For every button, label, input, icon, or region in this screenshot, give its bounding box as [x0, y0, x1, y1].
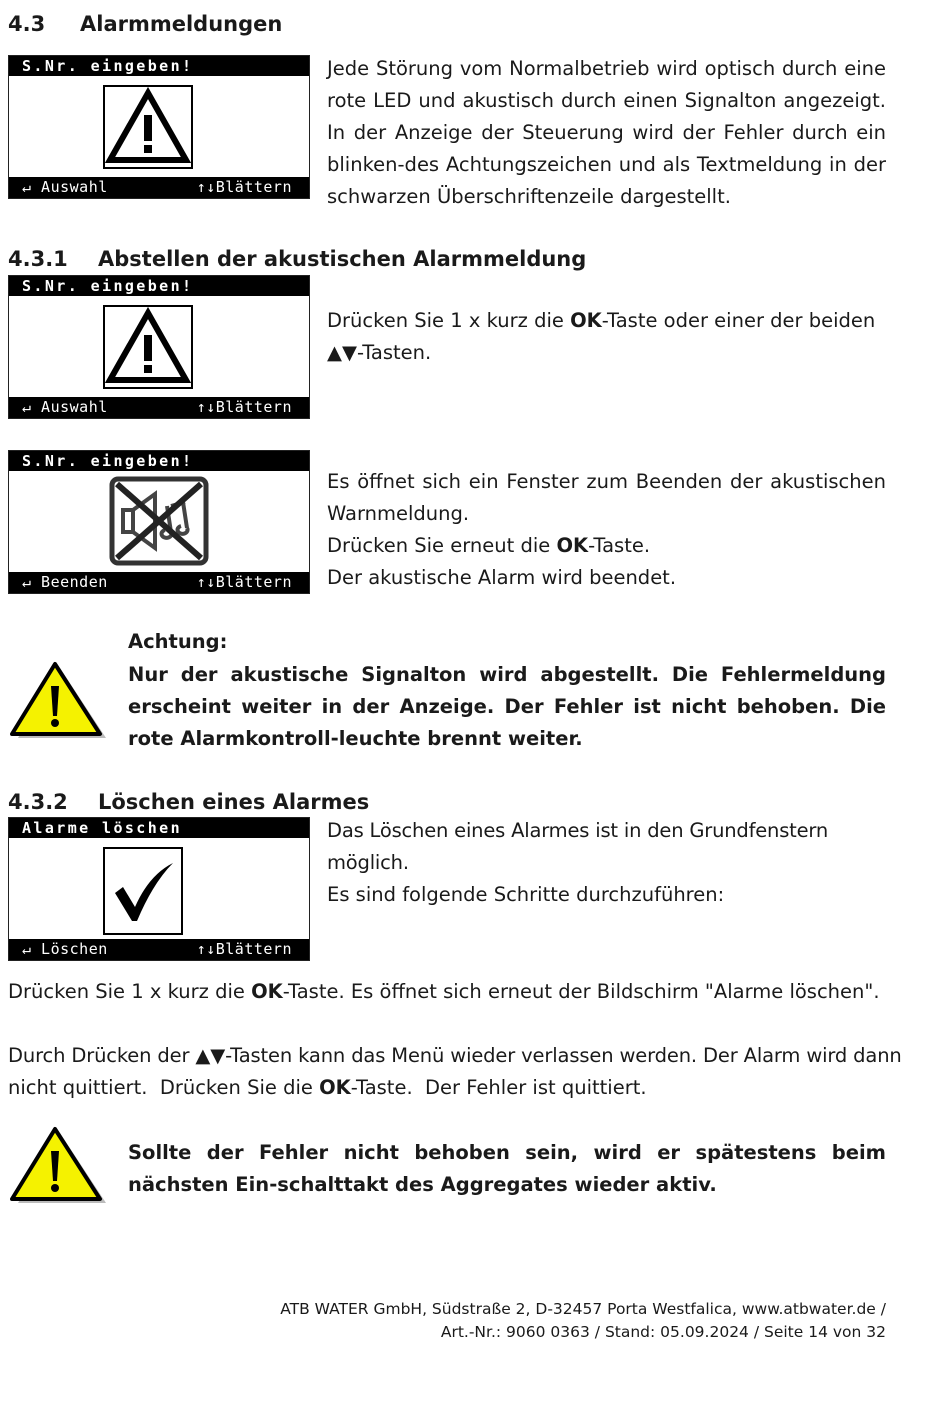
checkmark-icon — [103, 847, 183, 935]
text-line: Es sind folgende Schritte durchzuführen: — [327, 883, 725, 906]
text: -Taste. — [588, 534, 651, 557]
text: -Taste oder einer der beiden ▲▼-Tasten. — [327, 309, 876, 364]
lcd-display-alarm — [8, 55, 310, 199]
lcd-footer — [9, 177, 309, 198]
lcd-screen — [9, 76, 309, 177]
ok-key-label: OK — [556, 534, 589, 557]
lcd-title-bar: S.Nr. eingeben! — [9, 451, 309, 471]
text: nicht quittiert. Drücken Sie die — [8, 1076, 320, 1099]
footer-article-info: Art.-Nr.: 9060 0363 / Stand: 05.09.2024 / Seite 14 von 32 — [440, 1323, 886, 1341]
ok-key-label: OK — [570, 309, 602, 332]
heading-4-3-2 — [8, 790, 608, 818]
lcd-footer — [9, 939, 309, 960]
lcd-display-alarm-2 — [8, 275, 310, 419]
text-line: Das Löschen eines Alarmes ist in den Grundfenstern möglich. — [327, 819, 829, 874]
lcd-footer — [9, 397, 309, 418]
lcd-screen — [9, 296, 309, 397]
text: Drücken Sie 1 x kurz die — [8, 980, 252, 1003]
heading-title: Abstellen der akustischen Alarmmeldung — [98, 247, 587, 271]
ok-key-label: OK — [319, 1076, 351, 1099]
paragraph-end-acoustic — [327, 466, 886, 594]
speaker-muted-icon — [109, 476, 209, 566]
paragraph-press-ok — [327, 305, 892, 369]
page-footer — [250, 1298, 886, 1344]
lcd-footer-left: ↵ Auswahl — [22, 398, 108, 416]
lcd-footer-right: ↑↓Blättern — [196, 178, 292, 196]
footer-address: ATB WATER GmbH, Südstraße 2, D-32457 Porta Westfalica, www.atbwater.de / — [280, 1300, 886, 1318]
lcd-title-bar: S.Nr. eingeben! — [9, 56, 309, 76]
paragraph-leave-menu — [8, 1040, 902, 1104]
lcd-footer-right: ↑↓Blättern — [196, 573, 292, 591]
lcd-footer-left: ↵ Beenden — [22, 573, 108, 591]
lcd-screen — [9, 471, 309, 572]
heading-title: Alarmmeldungen — [80, 12, 283, 36]
warning-triangle-icon — [103, 305, 193, 389]
lcd-footer-right: ↑↓Blättern — [196, 940, 292, 958]
lcd-display-mute — [8, 450, 310, 594]
text: -Taste. Der Fehler ist quittiert. — [350, 1076, 647, 1099]
text: Drücken Sie erneut die — [327, 534, 557, 557]
text-line — [8, 1072, 893, 1104]
heading-4-3 — [8, 12, 608, 40]
lcd-footer-right: ↑↓Blättern — [196, 398, 292, 416]
heading-4-3-1 — [8, 247, 708, 275]
heading-number: 4.3 — [8, 12, 46, 36]
lcd-footer-left: ↵ Auswahl — [22, 178, 108, 196]
text-line: Durch Drücken der ▲▼-Tasten kann das Menü wieder verlassen werden. Der Alarm wird dann — [8, 1044, 902, 1067]
heading-number: 4.3.1 — [8, 247, 68, 271]
text-line: Es öffnet sich ein Fenster zum Beenden der akustischen Warnmeldung. — [327, 470, 886, 525]
text-line: Der akustische Alarm wird beendet. — [327, 566, 677, 589]
lcd-title-bar: Alarme löschen — [9, 818, 309, 838]
warning-yellow-icon — [10, 660, 108, 740]
text: -Taste. Es öffnet sich erneut der Bildschirm "Alarme löschen". — [282, 980, 880, 1003]
paragraph-press-ok-delete — [8, 976, 898, 1008]
lcd-title-bar: S.Nr. eingeben! — [9, 276, 309, 296]
warning-triangle-icon — [103, 85, 193, 169]
text: Drücken Sie 1 x kurz die — [327, 309, 571, 332]
heading-number: 4.3.2 — [8, 790, 68, 814]
lcd-screen — [9, 838, 309, 939]
warning-yellow-icon — [10, 1125, 108, 1205]
lcd-footer — [9, 572, 309, 593]
warning-text-2: Sollte der Fehler nicht behoben sein, wird er spätestens beim nächsten Ein-schalttakt des Aggregates wieder aktiv. — [128, 1141, 886, 1196]
paragraph-alarm-description: Jede Störung vom Normalbetrieb wird optisch durch eine rote LED und akustisch durch einen Signalton angezeigt. In der Anzeige der Steuerung wird der Fehler durch ein blinken-des Achtungszeichen und als Textmeldung in der schwarzen Überschriftenzeile dargestellt. — [327, 57, 886, 208]
ok-key-label: OK — [251, 980, 283, 1003]
warning-title: Achtung: — [128, 630, 228, 653]
warning-text: Nur der akustische Signalton wird abgestellt. Die Fehlermeldung erscheint weiter in der Anzeige. Der Fehler ist nicht behoben. Die rote Alarmkontroll-leuchte brennt weiter. — [128, 663, 886, 750]
paragraph-delete-intro — [327, 815, 897, 911]
lcd-display-delete — [8, 817, 310, 961]
heading-title: Löschen eines Alarmes — [98, 790, 370, 814]
text-line — [327, 530, 886, 562]
lcd-footer-left: ↵ Löschen — [22, 940, 108, 958]
